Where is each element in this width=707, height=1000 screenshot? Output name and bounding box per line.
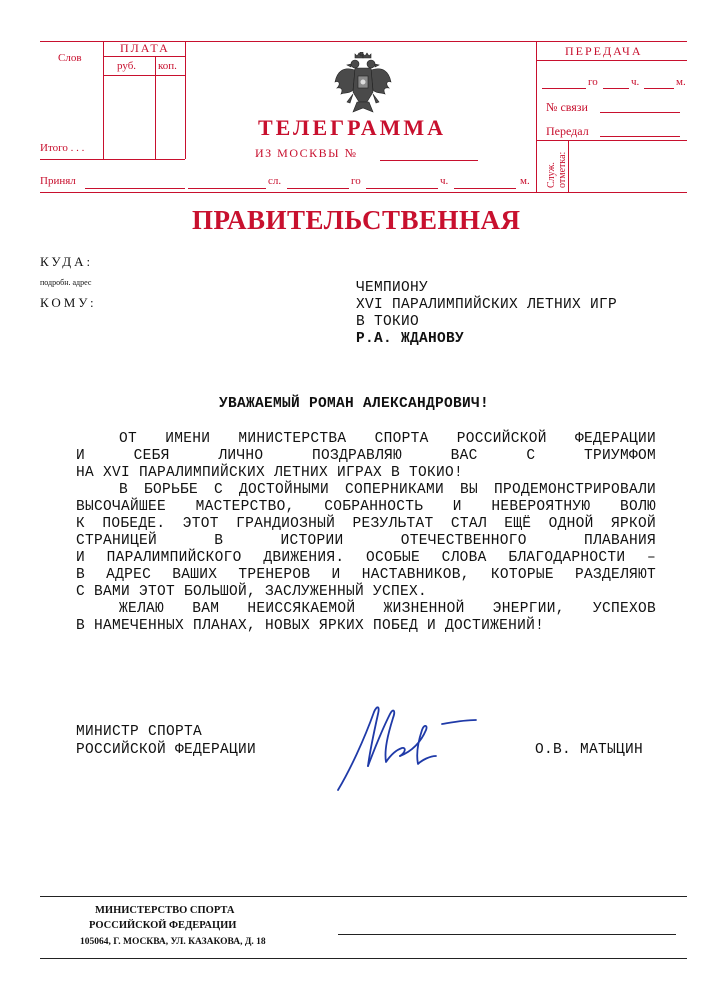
prinyal-label: Принял (40, 175, 76, 187)
slov-label: Слов (58, 52, 82, 64)
signer-name: О.В. МАТЫЦИН (535, 742, 644, 758)
peredal-label: Передал (546, 124, 589, 138)
from-moscow-label: ИЗ МОСКВЫ № (255, 146, 358, 160)
letter-line: ВЫСОЧАЙШЕЕ МАСТЕРСТВО, СОБРАННОСТЬ И НЕВЕРОЯТНУЮ ВОЛЮ (76, 499, 656, 515)
footer-address: 105064, Г. МОСКВА, УЛ. КАЗАКОВА, Д. 18 (80, 937, 266, 947)
rub-label: руб. (117, 60, 137, 72)
komu-label: КОМУ: (40, 295, 97, 310)
footer-org: РОССИЙСКОЙ ФЕДЕРАЦИИ (89, 920, 237, 931)
letter-line: С ВАМИ ЭТОТ БОЛЬШОЙ, ЗАСЛУЖЕННЫЙ УСПЕХ. (76, 584, 428, 600)
m-label: м. (520, 175, 530, 187)
letter-line: В АДРЕС ВАШИХ ТРЕНЕРОВ И НАСТАВНИКОВ, КОТОРЫЕ РАЗДЕЛЯЮТ (76, 567, 656, 583)
letter-line: В БОРЬБЕ С ДОСТОЙНЫМИ СОПЕРНИКАМИ ВЫ ПРОДЕМОНСТРИРОВАЛИ (119, 482, 656, 498)
peredacha-m-label: м. (676, 76, 686, 88)
peredacha-ch-label: ч. (631, 76, 640, 88)
itogo-label: Итого . . . (40, 142, 85, 154)
letter-line: К ПОБЕДЕ. ЭТОТ ГРАНДИОЗНЫЙ РЕЗУЛЬТАТ СТАЛ ЕЩЁ ОДНОЙ ЯРКОЙ (76, 516, 656, 532)
podrobn-label: подробн. адрес (40, 278, 92, 287)
signer-title: РОССИЙСКОЙ ФЕДЕРАЦИИ (76, 742, 257, 758)
letter-line: НА XVI ПАРАЛИМПИЙСКИХ ЛЕТНИХ ИГРАХ В ТОКИО! (76, 465, 464, 481)
telegram-title: ТЕЛЕГРАММА (258, 115, 447, 140)
peredacha-go-label: го (588, 76, 598, 88)
recipient-line: XVI ПАРАЛИМПИЙСКИХ ЛЕТНИХ ИГР (356, 297, 618, 313)
kop-label: коп. (158, 60, 177, 72)
letter-line: И СЕБЯ ЛИЧНО ПОЗДРАВЛЯЮ ВАС С ТРИУМФОМ (76, 448, 656, 464)
letter-line: ОТ ИМЕНИ МИНИСТЕРСТВА СПОРТА РОССИЙСКОЙ ФЕДЕРАЦИИ (119, 431, 656, 447)
recipient-line: ЧЕМПИОНУ (356, 280, 429, 296)
letter-line: И ПАРАЛИМПИЙСКОГО ДВИЖЕНИЯ. ОСОБЫЕ СЛОВА БЛАГОДАРНОСТИ – (76, 550, 656, 566)
peredacha-label: ПЕРЕДАЧА (565, 44, 643, 58)
government-banner: ПРАВИТЕЛЬСТВЕННАЯ (192, 205, 521, 235)
svyazi-label: № связи (546, 100, 588, 114)
recipient-name: Р.А. ЖДАНОВУ (356, 331, 465, 347)
double-headed-eagle-icon (333, 52, 393, 118)
footer-org: МИНИСТЕРСТВО СПОРТА (95, 905, 235, 916)
sl-label: сл. (268, 175, 282, 187)
letter-line: В НАМЕЧЕННЫХ ПЛАНАХ, НОВЫХ ЯРКИХ ПОБЕД И ДОСТИЖЕНИЙ! (76, 618, 545, 634)
handwritten-signature (330, 700, 480, 795)
sluzh-label: Служ. отметка: (546, 151, 568, 188)
ch-label: ч. (440, 175, 449, 187)
plata-label: ПЛАТА (120, 41, 170, 55)
letter-line: СТРАНИЦЕЙ В ИСТОРИИ ОТЕЧЕСТВЕННОГО ПЛАВАНИЯ (76, 533, 656, 549)
letter-line: ЖЕЛАЮ ВАМ НЕИССЯКАЕМОЙ ЖИЗНЕННОЙ ЭНЕРГИИ, УСПЕХОВ (119, 601, 656, 617)
kuda-label: КУДА: (40, 254, 94, 269)
salutation: УВАЖАЕМЫЙ РОМАН АЛЕКСАНДРОВИЧ! (219, 396, 490, 412)
recipient-line: В ТОКИО (356, 314, 420, 330)
go-label: го (351, 175, 361, 187)
signer-title: МИНИСТР СПОРТА (76, 724, 203, 740)
